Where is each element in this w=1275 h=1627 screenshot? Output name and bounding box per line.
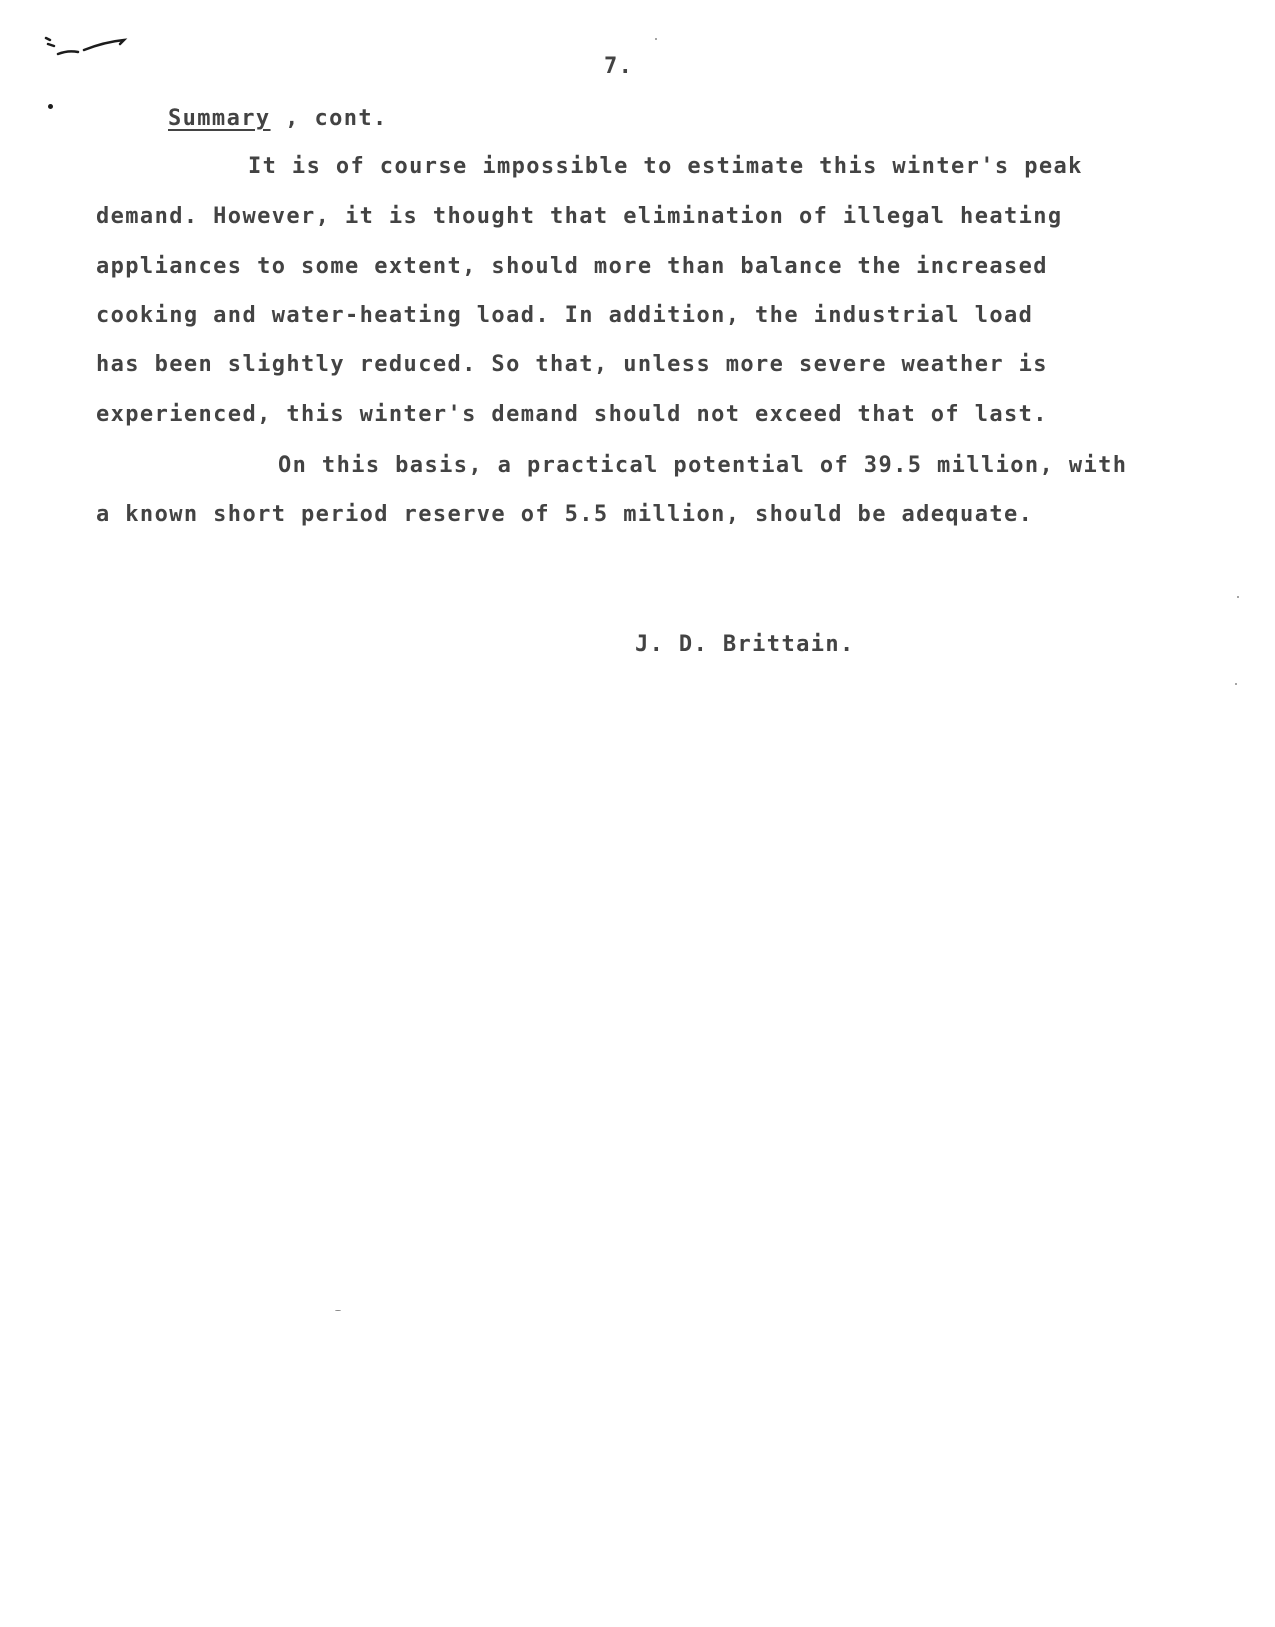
page-speck <box>655 38 657 40</box>
page-speck <box>1237 596 1239 598</box>
handwritten-mark <box>44 34 134 64</box>
page-speck <box>1235 683 1237 685</box>
paragraph-line: experienced, this winter's demand should not exceed that of last. <box>96 402 1048 427</box>
heading-suffix: , cont. <box>270 106 388 131</box>
paragraph-line: a known short period reserve of 5.5 million, should be adequate. <box>96 502 1034 527</box>
page-speck <box>335 1310 341 1311</box>
paragraph-line: cooking and water-heating load. In addition, the industrial load <box>96 303 1034 328</box>
heading-title: Summary <box>168 106 271 131</box>
section-heading <box>168 106 388 131</box>
signature: J. D. Brittain. <box>635 632 855 657</box>
paragraph-line: demand. However, it is thought that elimination of illegal heating <box>96 204 1063 229</box>
margin-dot <box>48 104 53 109</box>
paragraph-line: On this basis, a practical potential of 39.5 million, with <box>278 453 1128 478</box>
paragraph-line: has been slightly reduced. So that, unless more severe weather is <box>96 352 1048 377</box>
paragraph-line: It is of course impossible to estimate this winter's peak <box>248 154 1083 179</box>
page-number: 7. <box>604 54 634 79</box>
paragraph-line: appliances to some extent, should more than balance the increased <box>96 254 1048 279</box>
